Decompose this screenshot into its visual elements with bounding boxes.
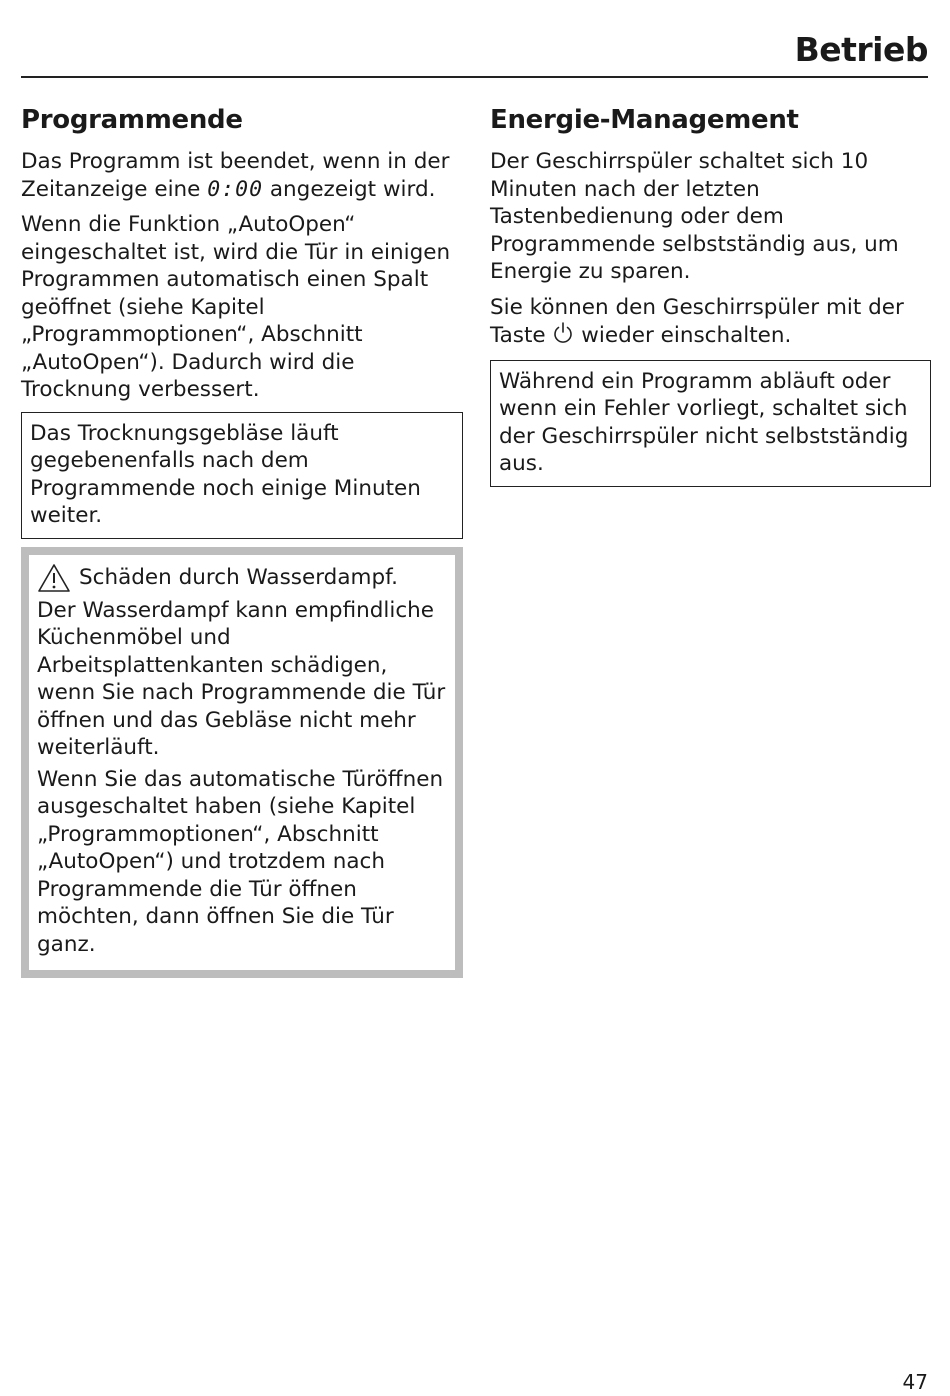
left-column <box>21 102 463 978</box>
paragraph-autoopen: Wenn die Funktion „AutoOpen“ eingeschaltet ist, wird die Tür in einigen Programmen automatisch einen Spalt geöffnet (siehe Kapitel „Programmoptionen“, Abschnitt „AutoOpen“). Dadurch wird die Trocknung verbessert. <box>21 212 451 402</box>
warning-text-1: Der Wasserdampf kann empfindliche Küchenmöbel und Arbeitsplattenkanten schädigen, wenn Sie nach Programmende die Tür öffnen und das Gebläse nicht mehr weiterläuft. <box>37 597 446 760</box>
note-text: Das Trocknungsgebläse läuft gegebenenfalls nach dem Programmende noch einige Minuten weiter. <box>30 420 421 528</box>
warning-header <box>37 563 447 593</box>
power-icon <box>552 321 574 345</box>
heading-energie-management: Energie-Management <box>490 105 799 135</box>
note-box <box>490 360 931 487</box>
heading-programmende: Programmende <box>21 105 243 135</box>
note-text: Während ein Programm abläuft oder wenn ein Fehler vorliegt, schaltet sich der Geschirrspüler nicht selbstständig aus. <box>499 368 909 476</box>
section-title: Betrieb <box>794 30 928 69</box>
paragraph-text: wieder einschalten. <box>574 323 792 348</box>
right-column <box>490 102 932 487</box>
paragraph-text: Das Programm ist beendet, wenn in der Zeitanzeige eine <box>21 149 450 202</box>
paragraph-program-end <box>21 148 463 203</box>
header-rule <box>21 76 928 78</box>
warning-text-2: Wenn Sie das automatische Türöffnen ausgeschaltet haben (siehe Kapitel „Programmoptionen“, Abschnitt „AutoOpen“) und trotzdem nach Programmende die Tür öffnen möchten, dann öffnen Sie die Tür ganz. <box>37 766 444 957</box>
warning-triangle-icon <box>37 563 71 593</box>
page-number: 47 <box>902 1370 928 1394</box>
warning-title: Schäden durch Wasserdampf. <box>79 564 398 590</box>
paragraph-auto-off: Der Geschirrspüler schaltet sich 10 Minuten nach der letzten Tastenbedienung oder dem Programmende selbstständig aus, um Energie zu sparen. <box>490 149 899 284</box>
paragraph-text: angezeigt wird. <box>263 176 436 202</box>
paragraph-power-on <box>490 294 932 350</box>
time-display-value: 0:00 <box>207 176 264 202</box>
warning-box <box>21 547 463 979</box>
note-box <box>21 412 463 539</box>
paragraph-text: Sie können den Geschirrspüler mit der Taste <box>490 294 904 348</box>
